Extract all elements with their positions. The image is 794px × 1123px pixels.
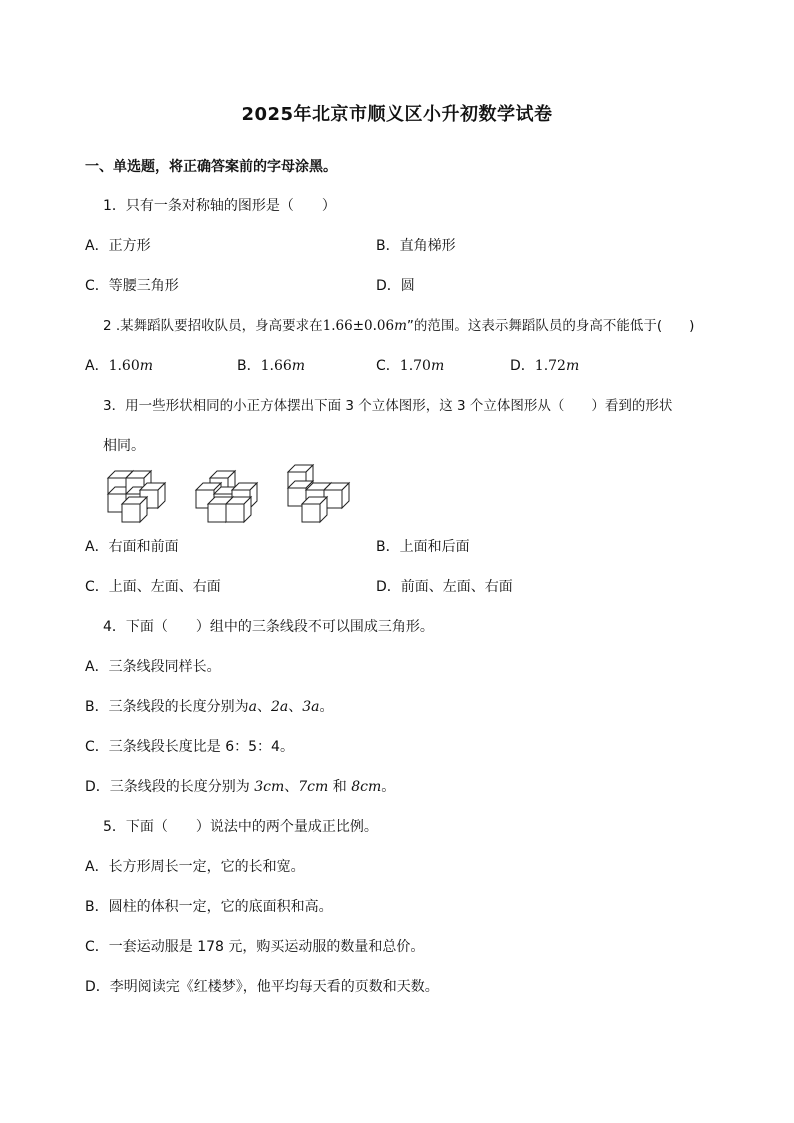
- cube: [324, 483, 349, 508]
- option-prefix: B．: [237, 358, 261, 374]
- question-3-stem: 3．用一些形状相同的小正方体摆出下面 3 个立体图形，这 3 个立体图形从（ ）看到的形状: [103, 398, 673, 414]
- question-4-option-a[interactable]: A．三条线段同样长。: [85, 659, 221, 675]
- section-heading-single-choice: 一、单选题，将正确答案前的字母涂黑。: [85, 159, 337, 175]
- question-5-option-b[interactable]: B．圆柱的体积一定，它的底面积和高。: [85, 899, 333, 915]
- question-5-option-d[interactable]: D．李明阅读完《红楼梦》，他平均每天看的页数和天数。: [85, 979, 439, 995]
- option-value: 1.60: [108, 358, 140, 374]
- option-value: 1.72: [534, 358, 566, 374]
- length-3: 8cm: [351, 779, 382, 795]
- cube: [226, 497, 251, 522]
- option-unit: m: [565, 358, 580, 374]
- option-unit: m: [139, 358, 154, 374]
- question-1-stem: 1．只有一条对称轴的图形是（ ）: [103, 198, 336, 214]
- option-prefix: D．: [510, 358, 535, 374]
- question-2-option-c[interactable]: [376, 356, 444, 376]
- separator: 、: [256, 699, 271, 715]
- question-4-option-d[interactable]: [85, 777, 395, 797]
- length-1: a: [248, 699, 257, 715]
- period: 。: [319, 699, 334, 715]
- option-prefix: A．: [85, 358, 109, 374]
- option-text: B．三条线段的长度分别为: [85, 699, 249, 715]
- length-3: 3a: [302, 699, 320, 715]
- question-3-option-a[interactable]: A．右面和前面: [85, 539, 179, 555]
- question-2-option-d[interactable]: [510, 356, 579, 376]
- cube-figures: [100, 464, 370, 524]
- cube: [302, 497, 327, 522]
- option-text: D．三条线段的长度分别为: [85, 779, 255, 795]
- question-1-option-b[interactable]: B．直角梯形: [376, 238, 456, 254]
- separator: 、: [288, 699, 303, 715]
- separator: 和: [328, 779, 352, 795]
- question-4-option-b[interactable]: [85, 697, 334, 717]
- question-3-option-b[interactable]: B．上面和后面: [376, 539, 470, 555]
- question-5-option-a[interactable]: A．长方形周长一定，它的长和宽。: [85, 859, 305, 875]
- cube: [122, 497, 147, 522]
- question-2-option-a[interactable]: [85, 356, 153, 376]
- separator: 、: [284, 779, 299, 795]
- question-2-stem-text: 2 .某舞蹈队要招收队员，身高要求在: [103, 318, 323, 334]
- length-2: 2a: [270, 699, 289, 715]
- question-1-option-a[interactable]: A．正方形: [85, 238, 151, 254]
- question-3-option-d[interactable]: D．前面、左面、右面: [376, 579, 513, 595]
- question-2-stem: [103, 316, 694, 336]
- question-3-stem-continued: 相同。: [103, 438, 145, 454]
- length-1: 3cm: [254, 779, 285, 795]
- option-unit: m: [430, 358, 445, 374]
- option-unit: m: [291, 358, 306, 374]
- question-1-option-c[interactable]: C．等腰三角形: [85, 278, 179, 294]
- question-3-option-c[interactable]: C．上面、左面、右面: [85, 579, 221, 595]
- option-prefix: C．: [376, 358, 400, 374]
- exam-title: 2025年北京市顺义区小升初数学试卷: [241, 104, 553, 125]
- question-2-stem-tail: ”的范围。这表示舞蹈队员的身高不能低于( ): [406, 318, 695, 334]
- question-2-option-b[interactable]: [237, 356, 305, 376]
- period: 。: [381, 779, 396, 795]
- question-4-stem: 4．下面（ ）组中的三条线段不可以围成三角形。: [103, 619, 434, 635]
- question-2-unit: m: [394, 318, 407, 334]
- option-value: 1.66: [260, 358, 292, 374]
- length-2: 7cm: [298, 779, 329, 795]
- question-5-option-c[interactable]: C．一套运动服是 178 元，购买运动服的数量和总价。: [85, 939, 425, 955]
- question-5-stem: 5．下面（ ）说法中的两个量成正比例。: [103, 819, 378, 835]
- question-1-option-d[interactable]: D．圆: [376, 278, 415, 294]
- option-value: 1.70: [399, 358, 431, 374]
- question-4-option-c[interactable]: C．三条线段长度比是 6：5：4。: [85, 739, 294, 755]
- question-2-height-range: 1.66±0.06: [322, 318, 395, 334]
